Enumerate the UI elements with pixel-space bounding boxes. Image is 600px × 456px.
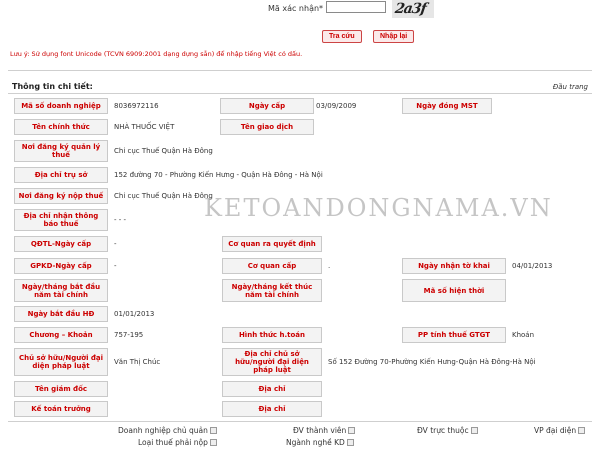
detail-row [12,138,588,164]
value-qdtl-date: - [114,240,117,248]
detail-row [12,304,588,324]
label-manage-place: Nơi đăng ký quản lý thuế [14,140,108,162]
label-decision-agency: Cơ quan ra quyết định [222,236,322,252]
label-accounting-form: Hình thức h.toán [222,327,322,343]
label-gpkd-date: GPKD-Ngày cấp [14,258,108,274]
member-unit-checkbox[interactable] [348,427,355,434]
footer-business-lines [286,438,354,447]
detail-row [12,96,588,116]
captcha-row [0,0,600,22]
label-operation-start: Ngày bắt đầu HĐ [14,306,108,322]
reset-button[interactable]: Nhập lại [373,30,414,43]
divider [8,93,592,94]
value-operation-start: 01/01/2013 [114,310,155,318]
footer-parent-unit-label: Doanh nghiệp chủ quản [118,426,208,435]
value-receive-date: 04/01/2013 [512,262,553,270]
label-vat-method: PP tính thuế GTGT [402,327,506,343]
label-close-date: Ngày đóng MST [402,98,492,114]
captcha-input[interactable] [326,1,386,13]
captcha-label: Mã xác nhận* [268,4,324,13]
captcha-image [392,0,434,18]
detail-row [12,277,588,304]
label-tax-payment-place: Nơi đăng ký nộp thuế [14,188,108,204]
label-notice-address: Địa chỉ nhận thông báo thuế [14,209,108,231]
divider [8,421,592,422]
value-tax-code: 8036972116 [114,102,159,110]
value-issue-date: 03/09/2009 [316,102,357,110]
value-accounting-form [324,325,400,345]
label-issue-date: Ngày cấp [220,98,314,114]
value-director [110,379,220,399]
label-accountant-address: Địa chỉ [222,401,322,417]
label-owner-address: Địa chỉ chủ sở hữu/người đại diện pháp luật [222,348,322,376]
business-lines-checkbox[interactable] [347,439,354,446]
value-director-address [324,379,588,399]
detail-row [12,234,588,254]
label-director: Tên giám đốc [14,381,108,397]
value-vat-method: Khoán [512,331,535,339]
footer-business-lines-label: Ngành nghề KD [286,438,345,447]
footer-rep-office [534,426,585,435]
footer-affiliated-unit [417,426,478,435]
value-trade-name [312,117,588,137]
label-trade-name: Tên giao dịch [220,119,314,135]
value-official-name: NHÀ THUỐC VIỆT [114,123,175,131]
value-address: 152 đường 70 - Phường Kiến Hưng - Quận Hà Đông - Hà Nội [114,171,323,179]
affiliated-unit-checkbox[interactable] [471,427,478,434]
captcha-image-text: 2a3f [393,1,427,17]
value-tax-payment-place: Chi cục Thuế Quận Hà Đông [114,192,213,200]
top-link[interactable]: Đầu trang [552,83,588,91]
label-fy-start: Ngày/tháng bắt đầu năm tài chính [14,279,108,302]
footer-rep-office-label: VP đại diện [534,426,577,435]
tax-types-checkbox[interactable] [210,439,217,446]
label-qdtl-date: QĐTL-Ngày cấp [14,236,108,252]
value-chapter-item: 757-195 [114,331,144,339]
label-official-name: Tên chính thức [14,119,108,135]
label-address: Địa chỉ trụ sở [14,167,108,183]
label-tax-code: Mã số doanh nghiệp [14,98,108,114]
unicode-note: Lưu ý: Sử dụng font Unicode (TCVN 6909:2001 dạng dựng sẵn) để nhập tiếng Việt có dấu. [10,50,303,58]
value-accountant [110,399,220,419]
footer-affiliated-unit-label: ĐV trực thuộc [417,426,469,435]
value-fy-start [110,277,220,304]
footer-member-unit-label: ĐV thành viên [293,426,347,435]
footer-member-unit [293,426,355,435]
label-chapter-item: Chương – Khoản [14,327,108,343]
footer-parent-unit [118,426,217,435]
label-current-code: Mã số hiện thời [402,279,506,302]
value-current-code [508,277,588,304]
value-notice-address: - - - [114,216,127,224]
label-issuing-agency: Cơ quan cấp [222,258,322,274]
value-manage-place: Chi cục Thuế Quận Hà Đông [114,147,213,155]
detail-row [12,399,588,419]
footer-tax-types [138,438,217,447]
value-close-date [494,96,588,116]
label-receive-date: Ngày nhận tờ khai [402,258,506,274]
detail-row [12,325,588,345]
value-owner: Văn Thị Chúc [114,358,161,366]
value-gpkd-date: - [114,262,117,270]
detail-row [12,346,588,378]
footer-tax-types-label: Loại thuế phải nộp [138,438,208,447]
value-decision-agency [324,234,588,254]
section-title: Thông tin chi tiết: [12,82,93,91]
value-accountant-address [324,399,588,419]
watermark: KETOANDONGNAMA.VN [204,194,553,222]
detail-row [12,379,588,399]
value-issuing-agency: . [328,262,331,270]
parent-unit-checkbox[interactable] [210,427,217,434]
rep-office-checkbox[interactable] [578,427,585,434]
search-button[interactable]: Tra cứu [322,30,362,43]
detail-row [12,256,588,276]
value-fy-end [324,277,400,304]
label-fy-end: Ngày/tháng kết thúc năm tài chính [222,279,322,302]
label-director-address: Địa chỉ [222,381,322,397]
detail-row [12,165,588,185]
label-accountant: Kế toán trưởng [14,401,108,417]
label-owner: Chủ sở hữu/Người đại diện pháp luật [14,348,108,376]
detail-row [12,117,588,137]
value-owner-address: Số 152 Đường 70-Phường Kiến Hưng-Quận Hà Đông-Hà Nội [328,358,536,366]
divider [8,70,592,71]
